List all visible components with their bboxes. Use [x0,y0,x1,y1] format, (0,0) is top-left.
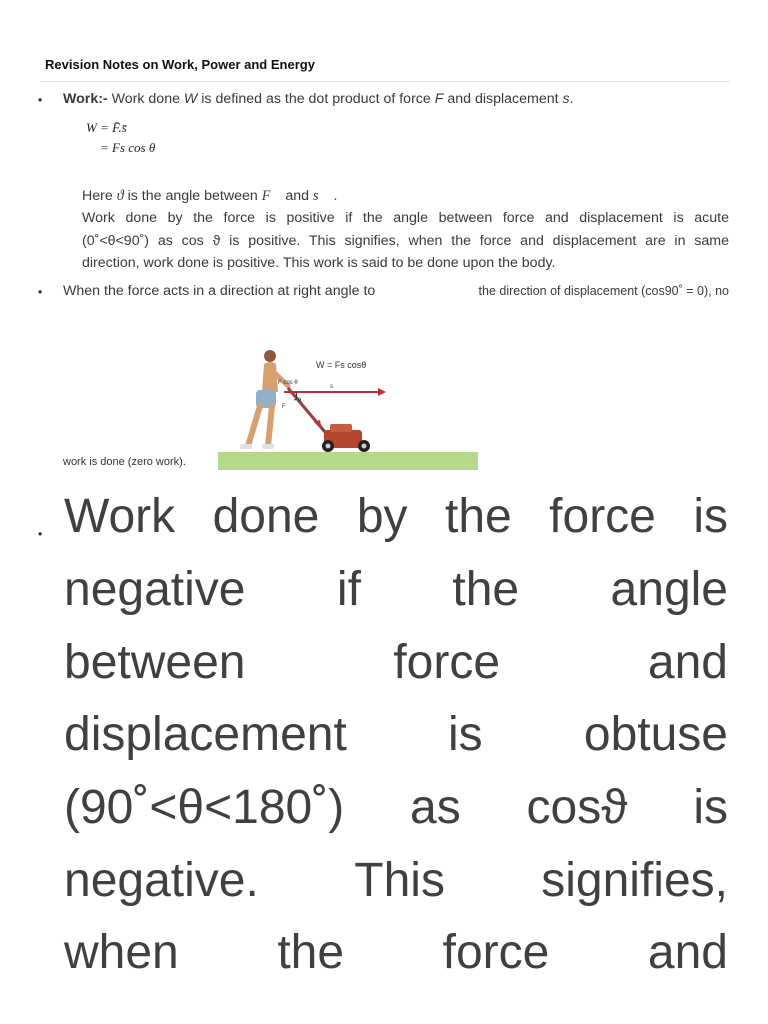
force-vector-symbol: F⃗ [261,188,282,204]
s-label: s [330,384,333,390]
positive-work-line-3: direction, work done is positive. This work is said to be done upon the body. [82,255,556,271]
work-def-text: Work done [111,91,184,107]
angle-def-text: Here [82,188,117,204]
person-figure [240,350,288,449]
angle-def-end: . [329,188,338,204]
divider [40,81,730,82]
theta-label: θ [298,398,302,404]
force-arrow [288,388,318,424]
negative-work-line-5: (90˚<θ<180˚) as cosϑ is [64,781,728,834]
f-label: F [282,404,286,410]
displacement-vector-symbol: s⃗ [312,188,330,204]
work-def-end: . [569,91,574,107]
negative-work-line-2: negative if the angle [64,563,728,616]
right-angle-text-2: the direction of displacement (cos90˚ = 0), no [478,284,729,298]
angle-def-text-2: is the angle between [123,188,262,204]
theta-symbol: ϑ [116,188,124,204]
bullet: • [38,285,43,299]
work-var-f: F [434,91,444,107]
positive-work-line-2: (0˚<θ<90˚) as cos ϑ is positive. This signifies, when the force and displacement are in same [82,233,729,249]
bullet: • [38,527,43,541]
angle-definition [82,188,337,205]
work-def-text-3: and displacement [443,91,563,107]
displacement-arrowhead [378,388,386,396]
page-title: Revision Notes on Work, Power and Energy [45,57,315,72]
negative-work-line-6: negative. This signifies, [64,854,728,907]
work-definition [63,91,574,107]
angle-def-and: and [281,188,313,204]
work-var-s: s [562,91,570,107]
equation-1: W = F̄.s̄ [86,120,127,135]
bullet: • [38,93,43,107]
grass-strip [218,452,478,470]
positive-work-line-1: Work done by the force is positive if the angle between force and displacement is acute [82,210,729,226]
equation-2: = Fs cos θ [100,140,156,155]
figure-caption: work is done (zero work). [63,456,186,468]
work-def-text-2: is defined as the dot product of force [197,91,435,107]
negative-work-line-3: between force and [64,636,728,689]
negative-work-line-7: when the force and [64,926,728,979]
negative-work-line-1: Work done by the force is [64,490,728,543]
fcos-label: F cos θ [278,380,298,386]
lawn-mower-figure [218,342,478,470]
figure-formula: W = Fs cosθ [316,360,367,370]
work-var-w: W [183,91,198,107]
work-heading: Work:- [63,91,108,107]
right-angle-line [63,283,729,299]
negative-work-line-4: displacement is obtuse [64,708,728,761]
right-angle-text-1: When the force acts in a direction at right angle to [63,283,380,299]
